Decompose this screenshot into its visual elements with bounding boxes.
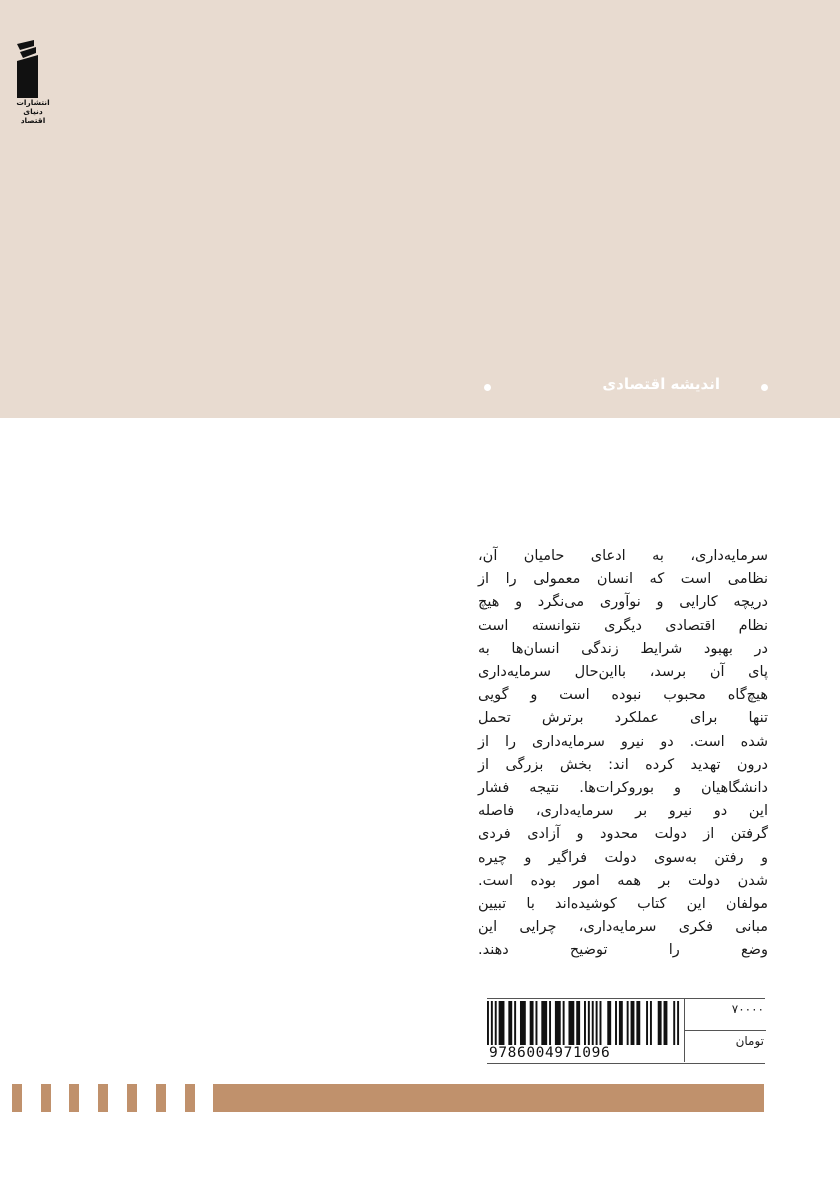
blurb-line: این دو نیرو بر سرمایه‌داری، فاصله bbox=[478, 803, 768, 820]
blurb-line: نظامی است که انسان معمولی را از bbox=[478, 571, 768, 588]
barcode-bar bbox=[520, 1001, 526, 1045]
barcode-bottom-rule bbox=[487, 1063, 765, 1064]
barcode-bar bbox=[615, 1001, 617, 1045]
barcode-bar bbox=[514, 1001, 516, 1045]
bottom-bar-segment bbox=[69, 1084, 79, 1112]
price-column bbox=[684, 998, 766, 1062]
bottom-bar-long bbox=[213, 1084, 764, 1112]
barcode-bar bbox=[631, 1001, 635, 1045]
series-label bbox=[470, 372, 790, 404]
barcode-bar bbox=[607, 1001, 611, 1045]
blurb-line: و رفتن به‌سوی دولت فراگیر و چیره bbox=[478, 849, 768, 866]
barcode-bar bbox=[495, 1001, 497, 1045]
book-pages-icon bbox=[14, 40, 42, 98]
series-dot-left bbox=[484, 384, 491, 391]
barcode-bar bbox=[536, 1001, 538, 1045]
blurb-line: درون تهدید کرده اند: بخش بزرگی از bbox=[478, 756, 768, 773]
barcode-bar bbox=[664, 1001, 668, 1045]
blurb-line: گرفتن از دولت محدود و آزادی فردی bbox=[478, 826, 768, 843]
publisher-logo bbox=[12, 40, 54, 125]
barcode-bar bbox=[555, 1001, 561, 1045]
price-divider bbox=[685, 1030, 766, 1031]
barcode-bar bbox=[596, 1001, 598, 1045]
barcode-bar bbox=[646, 1001, 648, 1045]
barcode-digits: 9786004971096 bbox=[489, 1045, 611, 1061]
barcode-bar bbox=[530, 1001, 534, 1045]
series-dot-right bbox=[761, 384, 768, 391]
barcode-bar bbox=[549, 1001, 551, 1045]
blurb-line: مولفان این کتاب کوشیده‌اند با تبیین bbox=[478, 896, 768, 913]
publisher-name-line2: دنیای اقتصاد bbox=[20, 107, 46, 125]
top-color-band bbox=[0, 0, 840, 418]
isbn-barcode-block bbox=[487, 998, 765, 1064]
blurb-line: دانشگاهیان و بوروکرات‌ها. نتیجه فشار bbox=[478, 780, 768, 797]
blurb-line: مبانی فکری سرمایه‌داری، چرایی این bbox=[478, 919, 768, 936]
blurb-line: سرمایه‌داری، به ادعای حامیان آن، bbox=[478, 548, 768, 564]
blurb-line: هیچ‌گاه محبوب نبوده است و گویی bbox=[478, 687, 768, 704]
bottom-bar-segment bbox=[185, 1084, 195, 1112]
blurb-line: نظام اقتصادی دیگری نتوانسته است bbox=[478, 617, 768, 634]
blurb-line: در بهبود شرایط زندگی انسان‌ها به bbox=[478, 640, 768, 657]
barcode-bar bbox=[650, 1001, 652, 1045]
blurb-line: دریچه کارایی و نوآوری می‌نگرد و هیچ bbox=[478, 594, 768, 611]
bottom-bar-segment bbox=[41, 1084, 51, 1112]
barcode-bar bbox=[508, 1001, 512, 1045]
barcode-bar bbox=[673, 1001, 675, 1045]
barcode-bar bbox=[541, 1001, 547, 1045]
barcode-bars bbox=[487, 1001, 681, 1045]
back-cover-blurb bbox=[478, 545, 768, 963]
barcode-bar bbox=[563, 1001, 565, 1045]
barcode-bar bbox=[568, 1001, 574, 1045]
blurb-line: وضع را توضیح دهند. bbox=[478, 942, 768, 959]
blurb-line: تنها برای عملکرد برترش تحمل bbox=[478, 710, 768, 727]
barcode-bar bbox=[588, 1001, 590, 1045]
bottom-bar-segment bbox=[12, 1084, 22, 1112]
barcode-bar bbox=[658, 1001, 662, 1045]
barcode-bar bbox=[600, 1001, 602, 1045]
price-value: ۷۰۰۰۰ bbox=[731, 1002, 764, 1016]
barcode-bar bbox=[576, 1001, 580, 1045]
blurb-line: شدن دولت بر همه امور بوده است. bbox=[478, 872, 768, 889]
barcode-bar bbox=[619, 1001, 623, 1045]
blurb-line: شده است. دو نیرو سرمایه‌داری را از bbox=[478, 733, 768, 750]
barcode-bar bbox=[592, 1001, 594, 1045]
series-title: اندیشه اقتصادی bbox=[602, 375, 720, 393]
bottom-bar-segment bbox=[127, 1084, 137, 1112]
barcode-bar bbox=[487, 1001, 489, 1045]
barcode-bar bbox=[677, 1001, 679, 1045]
bottom-bar-segment bbox=[156, 1084, 166, 1112]
barcode-bar bbox=[636, 1001, 640, 1045]
barcode-bar bbox=[584, 1001, 586, 1045]
blurb-line: پای آن برسد، بااین‌حال سرمایه‌داری bbox=[478, 664, 768, 681]
barcode-bar bbox=[491, 1001, 493, 1045]
barcode-bar bbox=[627, 1001, 629, 1045]
barcode-bar bbox=[499, 1001, 505, 1045]
bottom-bar-segment bbox=[98, 1084, 108, 1112]
price-unit: تومان bbox=[735, 1034, 764, 1048]
publisher-name-line1: انتشارات bbox=[16, 98, 50, 107]
